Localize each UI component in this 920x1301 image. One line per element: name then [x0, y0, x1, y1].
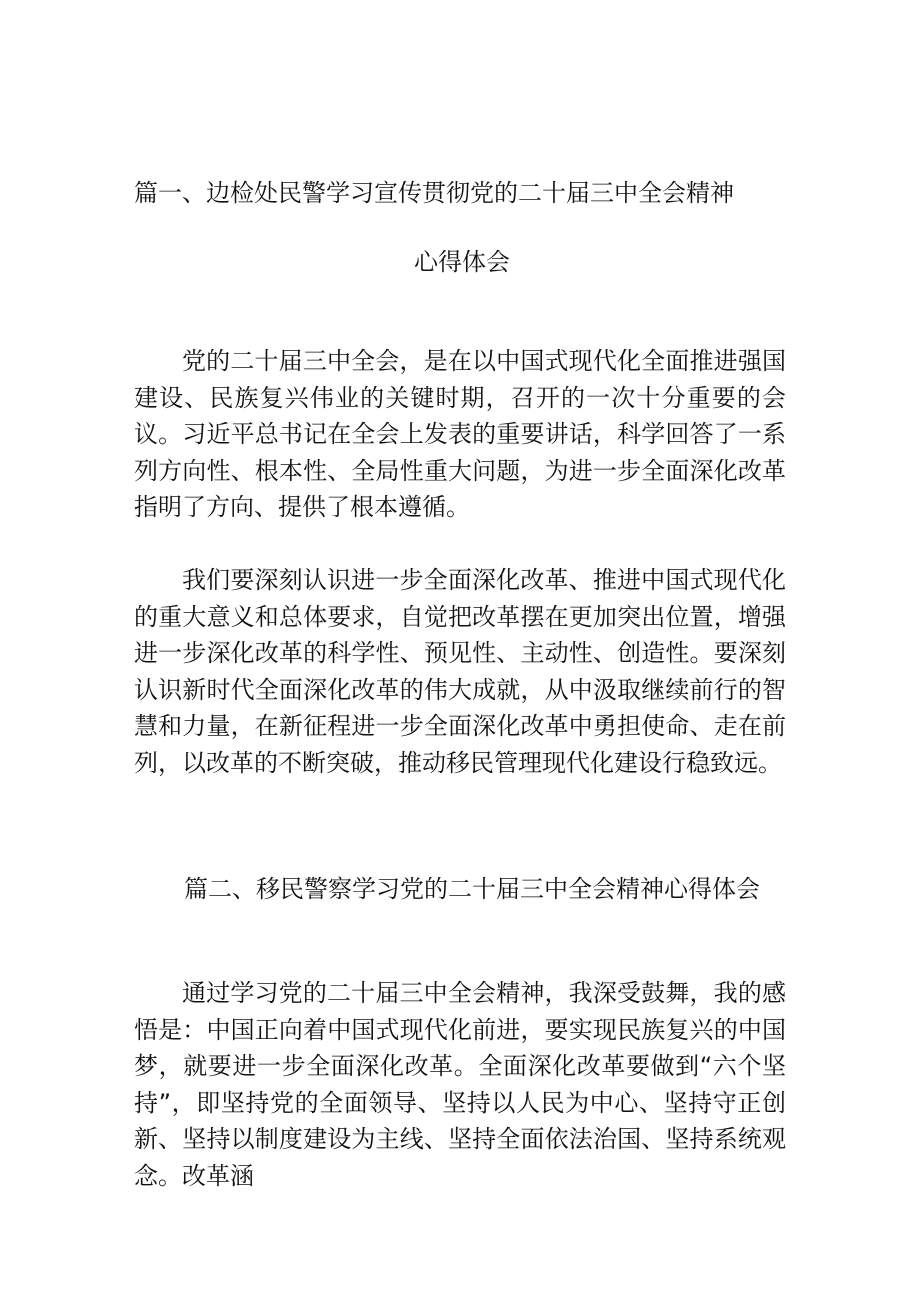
- section-1-title: 篇一、边检处民警学习宣传贯彻党的二十届三中全会精神: [134, 179, 734, 207]
- section-2-paragraph-1: 通过学习党的二十届三中全会精神，我深受鼓舞，我的感悟是：中国正向着中国式现代化前进，要实现民族复兴的中国梦，就要进一步全面深化改革。全面深化改革要做到“六个坚持”，即坚持党的全面领导、坚持以人民为中心、坚持守正创新、坚持以制度建设为主线、坚持全面依法治国、坚持系统观念。改革涵: [134, 979, 786, 1190]
- section-2-title: 篇二、移民警察学习党的二十届三中全会精神心得体会: [184, 875, 760, 903]
- section-1-subtitle: 心得体会: [414, 248, 510, 276]
- section-1-paragraph-1: 党的二十届三中全会，是在以中国式现代化全面推进强国建设、民族复兴伟业的关键时期，召开的一次十分重要的会议。习近平总书记在全会上发表的重要讲话，科学回答了一系列方向性、根本性、全局性重大问题，为进一步全面深化改革指明了方向、提供了根本遵循。: [134, 347, 786, 521]
- section-1-paragraph-2: 我们要深刻认识进一步全面深化改革、推进中国式现代化的重大意义和总体要求，自觉把改革摆在更加突出位置，增强进一步深化改革的科学性、预见性、主动性、创造性。要深刻认识新时代全面深化改革的伟大成就，从中汲取继续前行的智慧和力量，在新征程进一步全面深化改革中勇担使命、走在前列，以改革的不断突破，推动移民管理现代化建设行稳致远。: [134, 566, 786, 777]
